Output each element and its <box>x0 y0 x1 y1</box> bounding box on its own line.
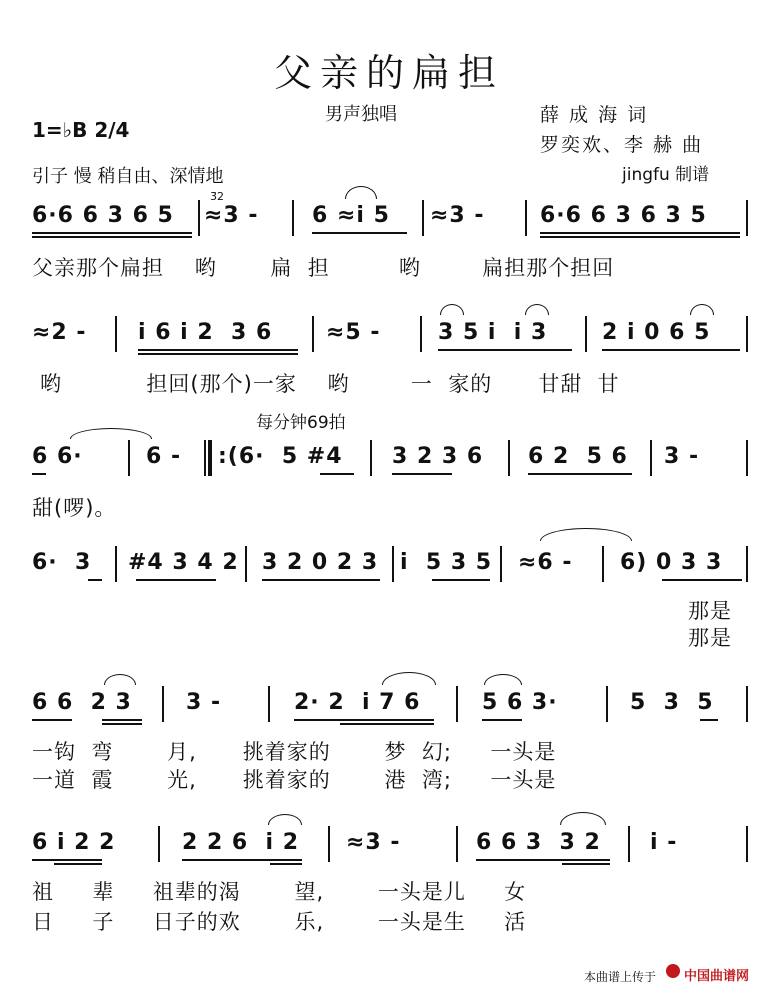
notes-segment: 6 6 2 3 <box>32 690 132 715</box>
repeat-barline <box>208 440 212 476</box>
transcriber-credit: jingfu 制谱 <box>622 165 710 185</box>
barline <box>456 826 458 862</box>
slur <box>382 672 436 685</box>
notes-segment: #4 3 4 2 <box>128 550 239 575</box>
slur <box>560 812 606 825</box>
beam <box>182 859 302 861</box>
beam <box>432 579 490 581</box>
barline <box>268 686 270 722</box>
notes-segment: 3 - <box>186 690 222 715</box>
barline <box>245 546 247 582</box>
lyrics-line-6a: 祖 辈 祖辈的渴 望, 一头是儿 女 <box>32 880 527 904</box>
barline <box>158 826 160 862</box>
notes-segment: 2 i 0 6 5 <box>602 320 711 345</box>
barline <box>115 316 117 352</box>
notes-segment: 3 - <box>664 444 700 469</box>
slur <box>345 186 377 199</box>
barline <box>198 200 200 236</box>
barline <box>392 546 394 582</box>
notes-segment: ≈5 - <box>326 320 381 345</box>
notes-segment: ≈3 - <box>430 203 485 228</box>
notes-segment: 6 ≈i 5 <box>312 203 390 228</box>
barline <box>328 826 330 862</box>
barline <box>162 686 164 722</box>
barline <box>746 440 748 476</box>
grace-notes: 3̄2 <box>210 190 224 203</box>
beam <box>32 719 72 721</box>
barline <box>420 316 422 352</box>
beam <box>562 863 610 865</box>
slur <box>104 674 136 685</box>
beam <box>392 473 452 475</box>
tie <box>70 428 152 439</box>
lyrics-line-1: 父亲那个扁担 哟 扁 担 哟 扁担那个担回 <box>32 256 615 280</box>
beam <box>438 349 572 351</box>
beam <box>540 236 740 238</box>
beam <box>540 232 740 234</box>
barline <box>628 826 630 862</box>
site-name-link[interactable]: 中国曲谱网 <box>684 969 750 984</box>
beam <box>262 579 380 581</box>
beam <box>528 473 632 475</box>
beam <box>270 863 302 865</box>
composer-credit: 罗奕欢、李 赫 曲 <box>540 134 704 156</box>
slur <box>484 674 522 685</box>
beam <box>102 723 142 725</box>
beam <box>32 859 102 861</box>
intro-tempo: 引子 慢 稍自由、深情地 <box>32 166 224 187</box>
song-title: 父亲的扁担 <box>273 51 504 95</box>
beam <box>476 859 610 861</box>
barline <box>525 200 527 236</box>
site-logo-icon <box>666 964 680 978</box>
barline <box>456 686 458 722</box>
barline <box>500 546 502 582</box>
barline <box>746 200 748 236</box>
notes-segment: 3 5 i i 3 <box>438 320 548 345</box>
notes-segment: ≈3 - <box>346 830 401 855</box>
footer-text: 本曲谱上传于 <box>584 970 657 984</box>
notes-segment: 6· 3 <box>32 550 92 575</box>
notes-segment: ≈2 - <box>32 320 87 345</box>
notes-segment: 2 2 6 i 2 <box>182 830 300 855</box>
barline <box>602 546 604 582</box>
lyricist-credit: 薛 成 海 词 <box>540 104 649 126</box>
notes-segment: 5 3 5 <box>630 690 714 715</box>
barline <box>606 686 608 722</box>
notes-segment: 6 6· <box>32 444 83 469</box>
beam <box>88 579 102 581</box>
lyrics-line-4a: 那是 <box>688 599 732 623</box>
notes-segment: 3 2 0 2 3 <box>262 550 379 575</box>
beam <box>340 723 434 725</box>
notes-segment: 6 i 2 2 <box>32 830 116 855</box>
lyrics-line-3: 甜(啰)。 <box>32 496 117 520</box>
beam <box>32 473 46 475</box>
barline <box>746 686 748 722</box>
notes-line-1: 6·6 6 3 6 5 <box>32 203 174 228</box>
barline <box>312 316 314 352</box>
barline <box>115 546 117 582</box>
lyrics-line-5a: 一钩 弯 月, 挑着家的 梦 幻; 一头是 <box>32 740 557 764</box>
barline <box>422 200 424 236</box>
beam <box>54 863 102 865</box>
performance-type: 男声独唱 <box>325 104 397 125</box>
slur <box>525 304 549 315</box>
barline <box>508 440 510 476</box>
barline <box>746 316 748 352</box>
notes-segment: i 5 3 5 <box>400 550 493 575</box>
beam <box>482 719 522 721</box>
barline <box>370 440 372 476</box>
notes-segment: i - <box>650 830 678 855</box>
notes-segment: 5 6 3· <box>482 690 558 715</box>
slur <box>440 304 464 315</box>
notes-segment: 6 2 5 6 <box>528 444 628 469</box>
slur <box>690 304 714 315</box>
beam <box>32 236 192 238</box>
notes-segment: i 6 i 2 3 6 <box>138 320 273 345</box>
beam <box>602 349 740 351</box>
notes-segment: ≈3 - <box>204 203 259 228</box>
barline <box>128 440 130 476</box>
notes-segment: 6 - <box>146 444 182 469</box>
lyrics-line-4b: 那是 <box>688 626 732 650</box>
key-signature: 1=♭B 2/4 <box>32 118 130 142</box>
tempo-marking: 每分钟69拍 <box>256 413 346 433</box>
slur <box>268 814 302 825</box>
barline <box>746 826 748 862</box>
beam <box>320 473 354 475</box>
beam <box>32 232 192 234</box>
beam <box>138 353 298 355</box>
lyrics-line-5b: 一道 霞 光, 挑着家的 港 湾; 一头是 <box>32 768 557 792</box>
barline <box>204 440 206 476</box>
notes-segment: 3 2 3 6 <box>392 444 484 469</box>
beam <box>700 719 718 721</box>
notes-segment: 2· 2 i 7 6 <box>294 690 421 715</box>
notes-segment: :(6· 5 #4 <box>218 444 343 469</box>
tie <box>540 528 632 541</box>
barline <box>585 316 587 352</box>
notes-segment: 6·6 6 3 6 3 5 <box>540 203 707 228</box>
beam <box>662 579 742 581</box>
barline <box>650 440 652 476</box>
lyrics-line-2: 哟 担回(那个)一家 哟 一 家的 甘甜 甘 <box>40 372 620 396</box>
barline <box>292 200 294 236</box>
beam <box>136 579 216 581</box>
notes-segment: ≈6 - <box>518 550 573 575</box>
barline <box>746 546 748 582</box>
beam <box>294 719 434 721</box>
lyrics-line-6b: 日 子 日子的欢 乐, 一头是生 活 <box>32 910 527 934</box>
beam <box>102 719 142 721</box>
beam <box>312 232 407 234</box>
notes-segment: 6 6 3 3 2 <box>476 830 601 855</box>
notes-segment: 6) 0 3 3 <box>620 550 723 575</box>
beam <box>138 349 298 351</box>
